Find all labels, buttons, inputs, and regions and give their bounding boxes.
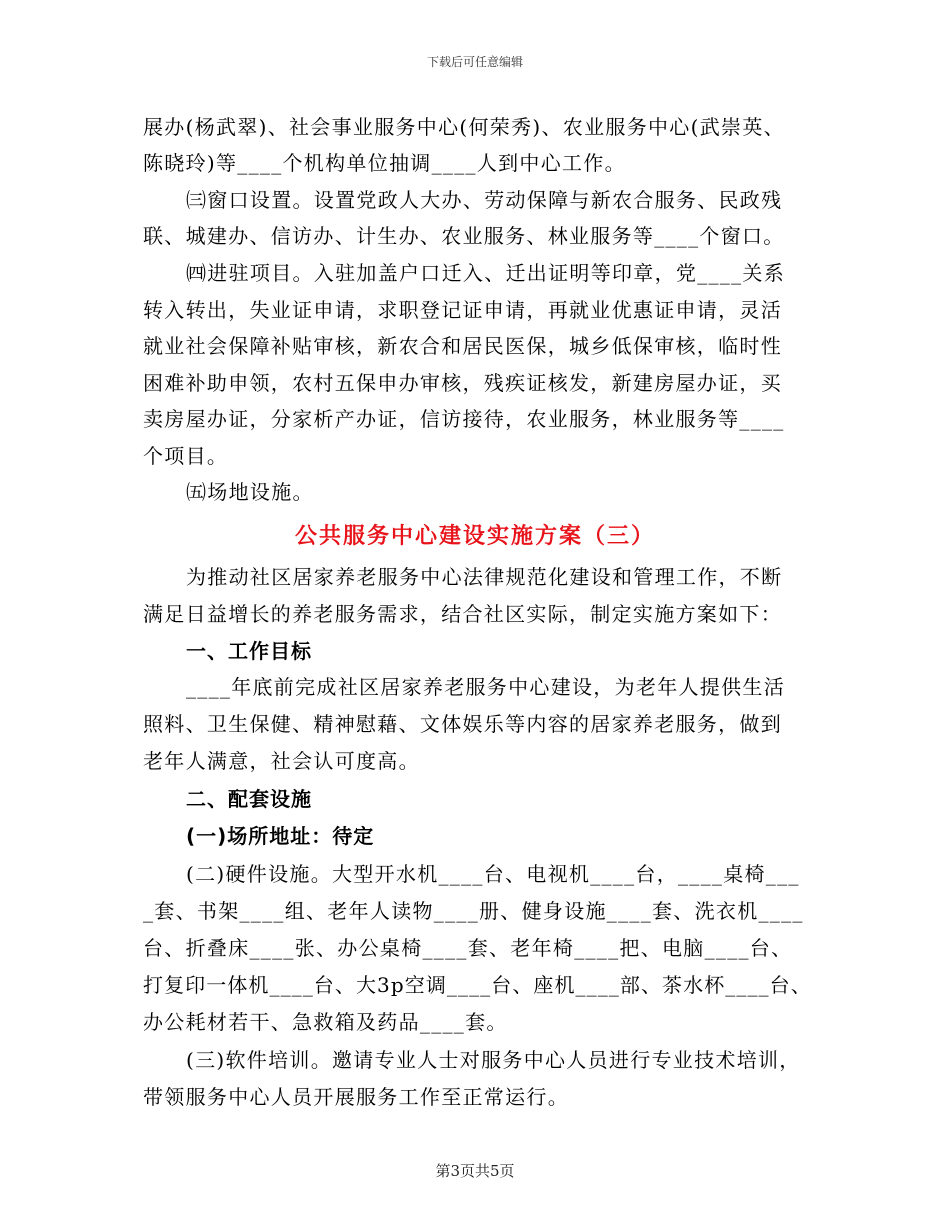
body-line: 打复印一体机____台、大3p空调____台、座机____部、茶水杯____台、 [143,973,812,997]
body-line: ㈣进驻项目。入驻加盖户口迁入、迁出证明等印章，党____关系 [186,261,785,285]
section-title: 公共服务中心建设实施方案（三） [294,524,655,549]
body-line: 困难补助申领，农村五保申办审核，残疾证核发，新建房屋办证，买 [143,371,782,395]
body-line: ㈢窗口设置。设置党政人大办、劳动保障与新农合服务、民政残 [186,188,783,212]
body-line: 展办(杨武翠)、社会事业服务中心(何荣秀)、农业服务中心(武崇英、 [143,115,785,139]
body-line: 联、城建办、信访办、计生办、农业服务、林业服务等____个窗口。 [143,224,785,248]
body-line: (三)软件培训。邀请专业人士对服务中心人员进行专业技术培训， [186,1048,801,1072]
body-line: 卖房屋办证，分家析产办证，信访接待，农业服务，林业服务等____ [143,407,785,431]
body-line: ㈤场地设施。 [186,480,314,504]
subheading-location: (一)场所地址：待定 [186,824,375,848]
body-line: 带领服务中心人员开展服务工作至正常运行。 [143,1085,569,1109]
body-line: 办公耗材若干、急救箱及药品____套。 [143,1010,508,1034]
body-line: 个项目。 [143,444,229,468]
heading-facilities: 二、配套设施 [186,787,312,811]
heading-work-goal: 一、工作目标 [186,639,312,663]
body-line: 为推动社区居家养老服务中心法律规范化建设和管理工作，不断 [186,565,783,589]
body-line: 照料、卫生保健、精神慰藉、文体娱乐等内容的居家养老服务，做到 [143,712,782,736]
page-header: 下载后可任意编辑 [426,55,523,69]
body-line: 陈晓玲)等____个机构单位抽调____人到中心工作。 [143,151,626,175]
body-line: ____年底前完成社区居家养老服务中心建设，为老年人提供生活 [186,675,785,699]
body-line: _套、书架____组、老年人读物____册、健身设施____套、洗衣机____ [143,899,804,923]
body-line: 转入转出，失业证申请，求职登记证申请，再就业优惠证申请，灵活 [143,298,782,322]
body-line: (二)硬件设施。大型开水机____台、电视机____台，____桌椅___ [186,862,800,886]
body-line: 就业社会保障补贴审核，新农合和居民医保，城乡低保审核，临时性 [143,334,782,358]
body-line: 满足日益增长的养老服务需求，结合社区实际，制定实施方案如下： [143,602,782,626]
body-line: 台、折叠床____张、办公桌椅____套、老年椅____把、电脑____台、 [143,936,793,960]
page-number: 第3页共5页 [435,1162,515,1180]
body-line: 老年人满意，社会认可度高。 [143,749,420,773]
